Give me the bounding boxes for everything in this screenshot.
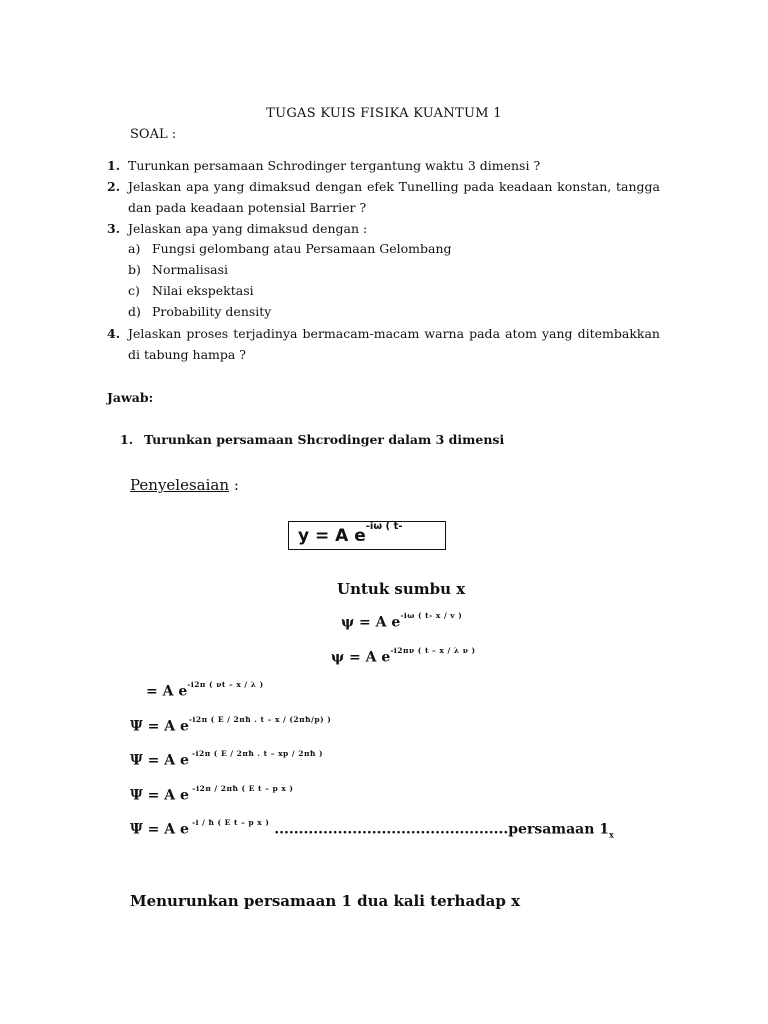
- equation-exponent: -i2π ( E / 2πħ . t – xp / 2πħ ): [188, 749, 324, 758]
- question-number: 4.: [107, 326, 121, 341]
- equation-line: [130, 784, 294, 804]
- question-text: Jelaskan apa yang dimaksud dengan :: [128, 221, 368, 236]
- equation-lhs: ψ = A e: [341, 614, 401, 631]
- penyelesaian-colon: :: [233, 476, 239, 494]
- untuk-sumbu-heading: Untuk sumbu x: [337, 580, 466, 598]
- question-number: 2.: [107, 179, 121, 194]
- equation-line: [146, 680, 264, 700]
- answer-title: Turunkan persamaan Shcrodinger dalam 3 dimensi: [144, 432, 505, 447]
- box-eq-main: y = A e: [298, 526, 366, 546]
- document-title: TUGAS KUIS FISIKA KUANTUM 1: [266, 106, 502, 121]
- equation-lhs: = A e: [146, 683, 188, 700]
- menurunkan-heading: Menurunkan persamaan 1 dua kali terhadap x: [130, 892, 521, 910]
- equation-line-persamaan-1: [130, 818, 614, 840]
- equation-line: [130, 749, 324, 769]
- equation-lhs: ψ = A e: [331, 649, 391, 666]
- question-text: Jelaskan proses terjadinya bermacam-macam warna pada atom yang ditembakkan di tabung hampa ?: [128, 326, 660, 362]
- equation-line: [331, 646, 476, 666]
- subitem-letter: b): [128, 262, 141, 277]
- subitem-letter: c): [128, 283, 140, 298]
- equation-exponent: -i2π ( E / 2πħ . t – x / (2πħ/p) ): [188, 715, 332, 724]
- equation-line: [130, 715, 332, 735]
- question-number: 3.: [107, 221, 121, 236]
- equation-exponent: -i2π ( νt – x / λ ): [187, 680, 264, 689]
- persamaan-label: ................................................persamaan 1: [269, 821, 610, 838]
- question-text: Jelaskan apa yang dimaksud dengan efek Tunelling pada keadaan konstan, tangga dan pada keadaan potensial Barrier ?: [128, 179, 660, 215]
- subitem-text: Fungsi gelombang atau Persamaan Gelombang: [152, 241, 452, 256]
- equation-lhs: Ψ = A e: [130, 752, 189, 769]
- boxed-wave-equation: [288, 521, 446, 550]
- soal-label: SOAL :: [130, 127, 177, 142]
- persamaan-subscript: x: [609, 829, 614, 840]
- equation-lhs: Ψ = A e: [130, 787, 189, 804]
- penyelesaian-heading: [130, 476, 239, 494]
- subitem-text: Nilai ekspektasi: [152, 283, 254, 298]
- penyelesaian-label: Penyelesaian: [130, 476, 230, 494]
- question-number: 1.: [107, 158, 121, 173]
- subitem-letter: d): [128, 304, 141, 319]
- subitem-letter: a): [128, 241, 141, 256]
- equation-line: [341, 611, 463, 631]
- subitem-text: Normalisasi: [152, 262, 229, 277]
- equation-lhs: Ψ = A e: [130, 821, 189, 838]
- equation-exponent: -i2πν ( t – x / λ ν ): [390, 646, 476, 655]
- jawab-label: Jawab:: [107, 390, 154, 405]
- equation-exponent: -i / ħ ( E t – p x ): [188, 818, 270, 827]
- answer-number: 1.: [120, 432, 134, 447]
- equation-lhs: Ψ = A e: [130, 718, 189, 735]
- box-eq-exponent: -iω ( t-: [365, 521, 403, 533]
- subitem-text: Probability density: [152, 304, 272, 319]
- equation-exponent: –i2π / 2πħ ( E t – p x ): [188, 784, 294, 793]
- question-text: Turunkan persamaan Schrodinger tergantung waktu 3 dimensi ?: [128, 158, 541, 173]
- equation-exponent: -iω ( t- x / v ): [400, 611, 463, 620]
